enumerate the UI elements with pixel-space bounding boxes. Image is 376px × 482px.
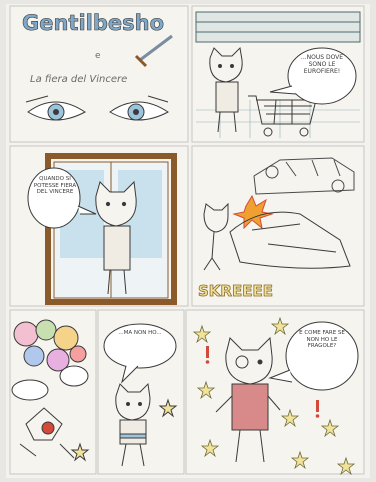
panel-chaos bbox=[10, 310, 96, 474]
panel-car-crash bbox=[192, 146, 364, 306]
speech-text-elevator: QUANDO SI POTESSE FIERA DEL VINCERE bbox=[33, 176, 77, 195]
comic-subtitle: La fiera del Vincere bbox=[30, 74, 128, 85]
panel-cat-talking bbox=[98, 310, 184, 474]
panel-elevator bbox=[10, 146, 188, 306]
speech-text-cat-big: E COME FARE SE NON HO LE FRAGOLE? bbox=[299, 330, 345, 349]
panel-supermarket bbox=[192, 6, 364, 142]
speech-text-supermarket: ...NOUS DOVE SONO LE EUROFIERE! bbox=[300, 54, 344, 75]
speech-text-cat-small: ...MA NON HO... bbox=[118, 330, 162, 336]
panel-title bbox=[10, 6, 188, 142]
title-connector: e bbox=[95, 51, 101, 61]
sound-effect-text: SKREEEE bbox=[198, 282, 273, 300]
shelves-drawing bbox=[196, 12, 360, 42]
comic-title: Gentilbesho bbox=[22, 11, 165, 35]
panel-cat-stars bbox=[186, 310, 364, 474]
